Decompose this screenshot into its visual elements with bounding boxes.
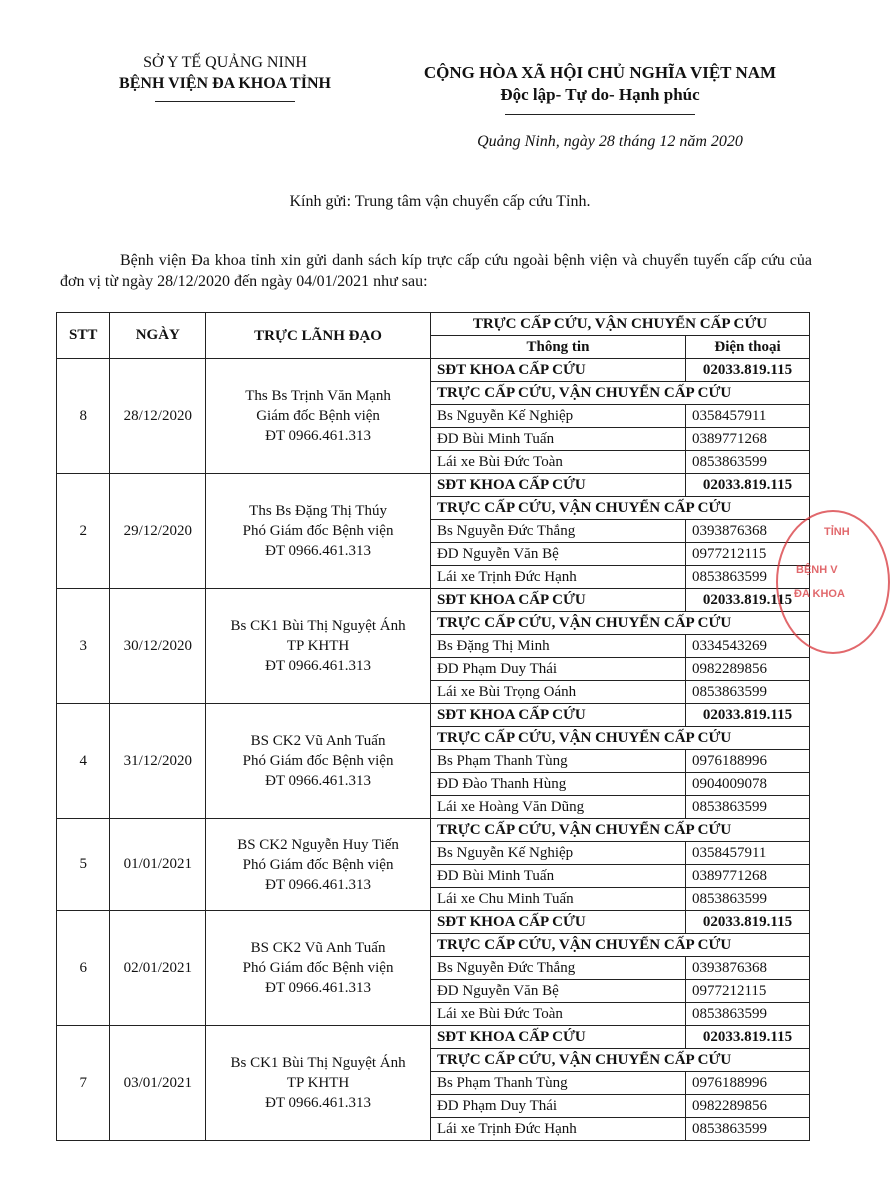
row-leader	[206, 474, 431, 589]
row-stt: 4	[57, 704, 110, 819]
staff-phone: 0853863599	[685, 796, 809, 819]
leader-line-1: Ths Bs Đặng Thị Thúy	[249, 503, 387, 519]
row-date: 29/12/2020	[110, 474, 206, 589]
leader-line-3: ĐT 0966.461.313	[265, 773, 372, 789]
row-date: 31/12/2020	[110, 704, 206, 819]
staff-name: ĐD Đào Thanh Hùng	[430, 773, 685, 796]
organization-header	[60, 52, 390, 102]
duty-section-title: TRỰC CẤP CỨU, VẬN CHUYỂN CẤP CỨU	[430, 612, 809, 635]
row-stt: 8	[57, 359, 110, 474]
duty-section-title: TRỰC CẤP CỨU, VẬN CHUYỂN CẤP CỨU	[430, 1049, 809, 1072]
staff-name: Lái xe Trịnh Đức Hạnh	[430, 1118, 685, 1141]
intro-paragraph: Bệnh viện Đa khoa tỉnh xin gửi danh sách kíp trực cấp cứu ngoài bệnh viện và chuyển tuyến cấp cứu của đơn vị từ ngày 28/12/2020 đến ngày 04/01/2021 như sau:	[60, 252, 812, 290]
staff-name: Lái xe Chu Minh Tuấn	[430, 888, 685, 911]
staff-phone: 0334543269	[685, 635, 809, 658]
row-leader	[206, 704, 431, 819]
staff-phone: 0982289856	[685, 658, 809, 681]
staff-name: Bs Nguyễn Đức Thắng	[430, 957, 685, 980]
leader-line-1: BS CK2 Nguyễn Huy Tiến	[237, 836, 399, 853]
header-day: NGÀY	[110, 313, 206, 359]
er-phone-label: SĐT KHOA CẤP CỨU	[430, 1026, 685, 1049]
table-row	[57, 359, 810, 382]
table-row	[57, 911, 810, 934]
staff-phone: 0853863599	[685, 681, 809, 704]
table-row	[57, 704, 810, 727]
row-date: 02/01/2021	[110, 911, 206, 1026]
staff-phone: 0977212115	[685, 980, 809, 1003]
leader-line-1: Bs CK1 Bùi Thị Nguyệt Ánh	[230, 1055, 406, 1071]
nation-motto: Độc lập- Tự do- Hạnh phúc	[500, 85, 700, 104]
staff-name: Lái xe Bùi Đức Toàn	[430, 451, 685, 474]
row-date: 28/12/2020	[110, 359, 206, 474]
er-phone-number: 02033.819.115	[685, 704, 809, 727]
staff-name: Lái xe Bùi Đức Toàn	[430, 1003, 685, 1026]
row-date: 30/12/2020	[110, 589, 206, 704]
er-phone-label: SĐT KHOA CẤP CỨU	[430, 359, 685, 382]
staff-name: Lái xe Bùi Trọng Oánh	[430, 681, 685, 704]
row-leader	[206, 911, 431, 1026]
leader-line-1: BS CK2 Vũ Anh Tuấn	[250, 940, 386, 956]
row-date: 03/01/2021	[110, 1026, 206, 1141]
staff-phone: 0976188996	[685, 1072, 809, 1095]
leader-line-3: ĐT 0966.461.313	[265, 1095, 372, 1111]
row-stt: 2	[57, 474, 110, 589]
leader-line-2: Phó Giám đốc Bệnh viện	[242, 960, 394, 976]
leader-line-2: TP KHTH	[286, 1075, 350, 1091]
motto-divider	[505, 114, 695, 115]
duty-section-title: TRỰC CẤP CỨU, VẬN CHUYỂN CẤP CỨU	[430, 934, 809, 957]
leader-line-3: ĐT 0966.461.313	[265, 543, 372, 559]
table-row	[57, 589, 810, 612]
row-stt: 3	[57, 589, 110, 704]
staff-phone: 0358457911	[685, 842, 809, 865]
stamp-text-middle: BỆNH V	[796, 564, 838, 576]
duty-section-title: TRỰC CẤP CỨU, VẬN CHUYỂN CẤP CỨU	[430, 497, 809, 520]
er-phone-number: 02033.819.115	[685, 359, 809, 382]
er-phone-number: 02033.819.115	[685, 1026, 809, 1049]
staff-name: Lái xe Trịnh Đức Hạnh	[430, 566, 685, 589]
table-row	[57, 819, 810, 842]
staff-phone: 0976188996	[685, 750, 809, 773]
header-leader: TRỰC LÃNH ĐẠO	[206, 313, 431, 359]
leader-line-1: Ths Bs Trịnh Văn Mạnh	[245, 388, 391, 404]
row-leader	[206, 1026, 431, 1141]
header-stt: STT	[57, 313, 110, 359]
row-date: 01/01/2021	[110, 819, 206, 911]
staff-name: Bs Nguyễn Đức Thắng	[430, 520, 685, 543]
staff-phone: 0389771268	[685, 865, 809, 888]
duty-schedule-table	[56, 312, 810, 1141]
recipient-line: Kính gửi: Trung tâm vận chuyển cấp cứu Tỉnh.	[289, 193, 591, 210]
leader-line-1: BS CK2 Vũ Anh Tuấn	[250, 733, 386, 749]
staff-name: ĐD Phạm Duy Thái	[430, 658, 685, 681]
row-leader	[206, 589, 431, 704]
leader-line-3: ĐT 0966.461.313	[265, 980, 372, 996]
stamp-text-top: TỈNH	[824, 526, 850, 538]
staff-phone: 0853863599	[685, 1118, 809, 1141]
row-stt: 5	[57, 819, 110, 911]
staff-phone: 0977212115	[685, 543, 809, 566]
leader-line-2: Phó Giám đốc Bệnh viện	[242, 523, 394, 539]
staff-phone: 0853863599	[685, 888, 809, 911]
staff-phone: 0358457911	[685, 405, 809, 428]
leader-line-2: Phó Giám đốc Bệnh viện	[242, 753, 394, 769]
row-stt: 6	[57, 911, 110, 1026]
header-info: Thông tin	[430, 336, 685, 359]
duty-section-title: TRỰC CẤP CỨU, VẬN CHUYỂN CẤP CỨU	[430, 727, 809, 750]
table-header-row	[57, 313, 810, 336]
er-phone-number: 02033.819.115	[685, 911, 809, 934]
leader-line-3: ĐT 0966.461.313	[265, 658, 372, 674]
staff-phone: 0853863599	[685, 451, 809, 474]
official-seal-stamp	[776, 510, 890, 654]
staff-name: Bs Phạm Thanh Tùng	[430, 750, 685, 773]
header-divider	[155, 101, 295, 102]
header-phone: Điện thoại	[685, 336, 809, 359]
staff-phone: 0393876368	[685, 957, 809, 980]
staff-phone: 0853863599	[685, 1003, 809, 1026]
table-row	[57, 474, 810, 497]
row-leader	[206, 819, 431, 911]
staff-name: Bs Nguyễn Kế Nghiệp	[430, 842, 685, 865]
staff-name: Bs Đặng Thị Minh	[430, 635, 685, 658]
staff-phone: 0853863599	[685, 566, 809, 589]
leader-line-2: TP KHTH	[286, 638, 350, 654]
staff-phone: 0904009078	[685, 773, 809, 796]
staff-name: ĐD Bùi Minh Tuấn	[430, 428, 685, 451]
er-phone-label: SĐT KHOA CẤP CỨU	[430, 911, 685, 934]
document-date: Quảng Ninh, ngày 28 tháng 12 năm 2020	[477, 133, 743, 150]
staff-phone: 0389771268	[685, 428, 809, 451]
staff-name: ĐD Nguyễn Văn Bệ	[430, 543, 685, 566]
staff-name: ĐD Nguyễn Văn Bệ	[430, 980, 685, 1003]
row-stt: 7	[57, 1026, 110, 1141]
staff-phone: 0982289856	[685, 1095, 809, 1118]
stamp-text-bottom: ĐA KHOA	[794, 588, 845, 600]
national-header	[390, 62, 810, 115]
er-phone-label: SĐT KHOA CẤP CỨU	[430, 474, 685, 497]
er-phone-number: 02033.819.115	[685, 474, 809, 497]
duty-section-title: TRỰC CẤP CỨU, VẬN CHUYỂN CẤP CỨU	[430, 819, 809, 842]
staff-name: ĐD Bùi Minh Tuấn	[430, 865, 685, 888]
hospital-name: BỆNH VIỆN ĐA KHOA TỈNH	[119, 75, 331, 92]
table-row	[57, 1026, 810, 1049]
nation-name: CỘNG HÒA XÃ HỘI CHỦ NGHĨA VIỆT NAM	[423, 63, 777, 82]
row-leader	[206, 359, 431, 474]
er-phone-label: SĐT KHOA CẤP CỨU	[430, 704, 685, 727]
staff-name: Lái xe Hoàng Văn Dũng	[430, 796, 685, 819]
staff-phone: 0393876368	[685, 520, 809, 543]
duty-section-title: TRỰC CẤP CỨU, VẬN CHUYỂN CẤP CỨU	[430, 382, 809, 405]
leader-line-3: ĐT 0966.461.313	[265, 876, 372, 893]
er-phone-number: 02033.819.115	[685, 589, 809, 612]
header-duty: TRỰC CẤP CỨU, VẬN CHUYỂN CẤP CỨU	[430, 313, 809, 336]
leader-line-3: ĐT 0966.461.313	[265, 428, 372, 444]
department-name: SỞ Y TẾ QUẢNG NINH	[143, 54, 307, 71]
er-phone-label: SĐT KHOA CẤP CỨU	[430, 589, 685, 612]
leader-line-2: Phó Giám đốc Bệnh viện	[242, 856, 394, 873]
staff-name: Bs Nguyễn Kế Nghiệp	[430, 405, 685, 428]
leader-line-2: Giám đốc Bệnh viện	[256, 408, 380, 424]
staff-name: Bs Phạm Thanh Tùng	[430, 1072, 685, 1095]
leader-line-1: Bs CK1 Bùi Thị Nguyệt Ánh	[230, 618, 406, 634]
staff-name: ĐD Phạm Duy Thái	[430, 1095, 685, 1118]
